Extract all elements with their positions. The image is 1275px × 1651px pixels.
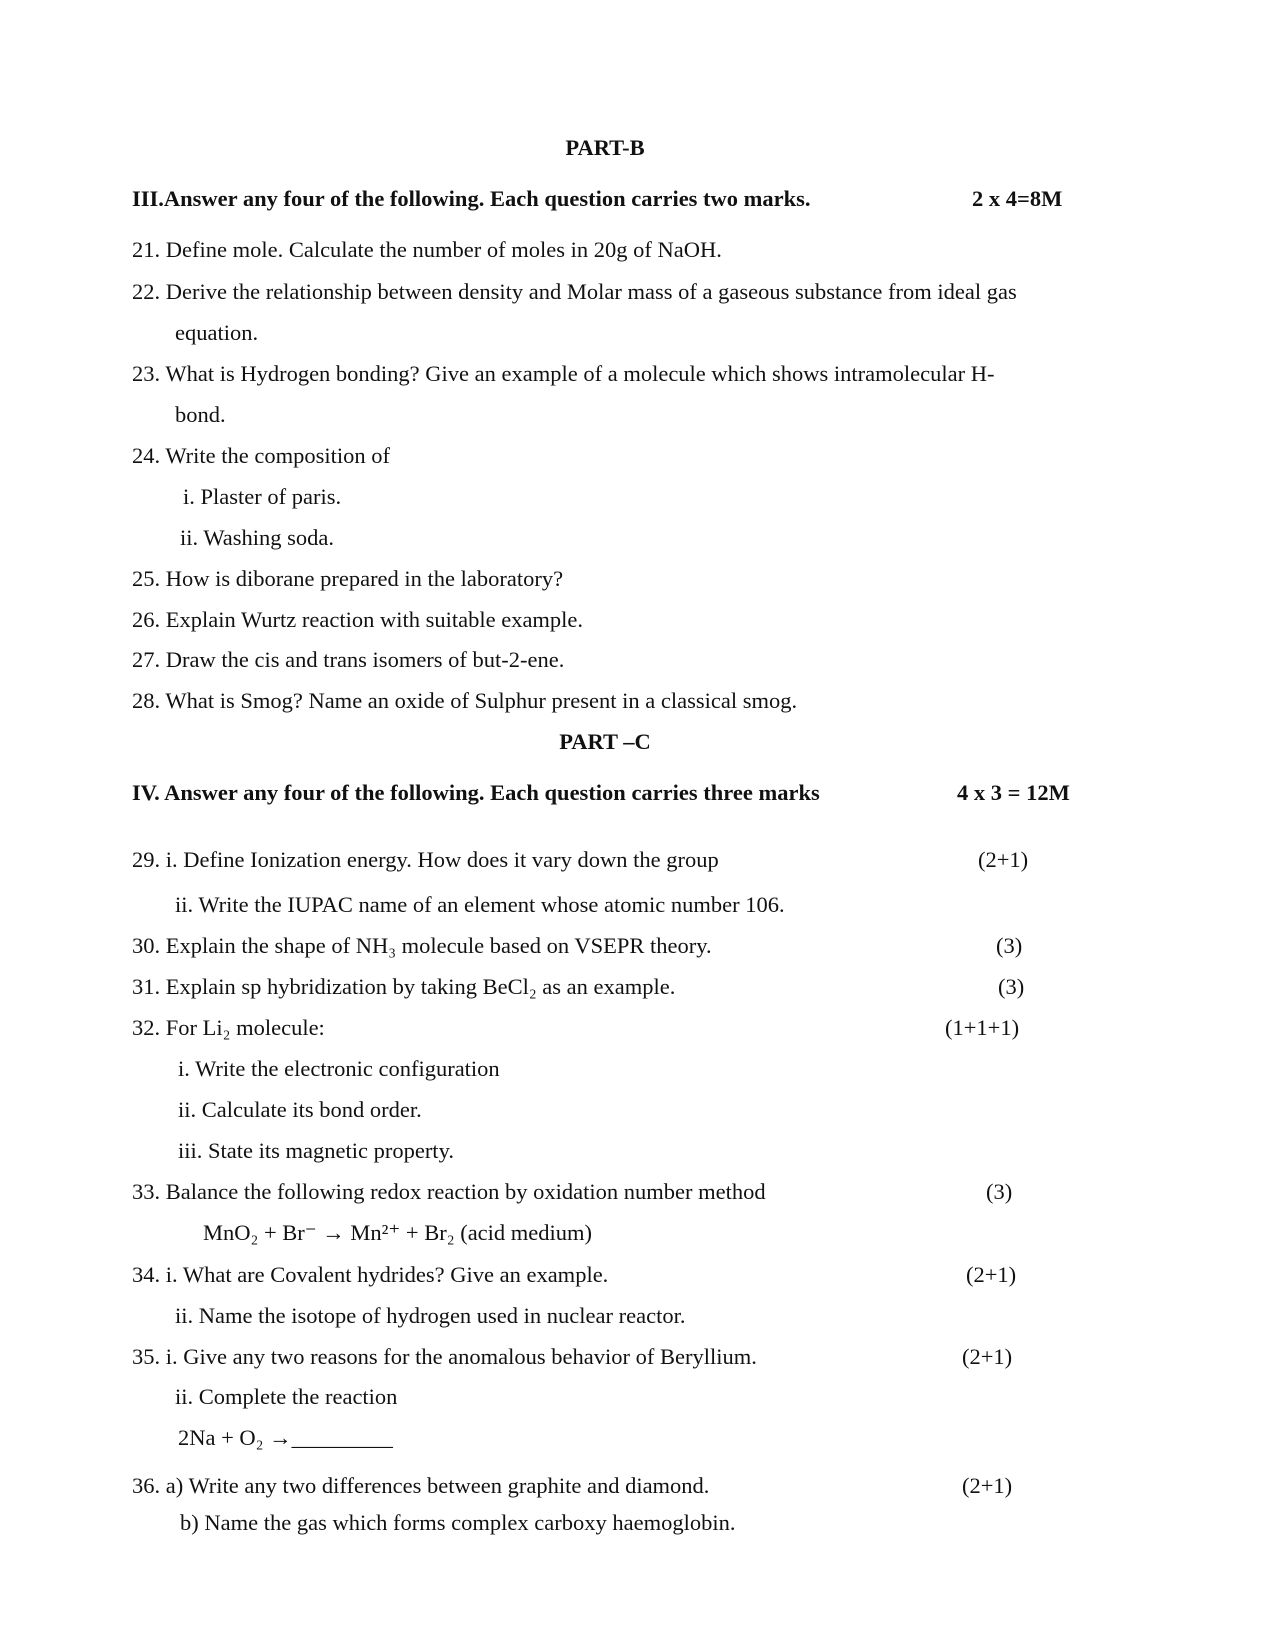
question-23: 23. What is Hydrogen bonding? Give an example of a molecule which shows intramolecular H-	[132, 361, 995, 386]
question-27: 27. Draw the cis and trans isomers of but-2-ene.	[132, 647, 565, 672]
question-29-ii: ii. Write the IUPAC name of an element whose atomic number 106.	[175, 892, 785, 917]
question-22-cont: equation.	[175, 320, 259, 345]
part-c-title: PART –C	[559, 729, 651, 754]
question-36: 36. a) Write any two differences between graphite and diamond.	[132, 1473, 710, 1498]
question-30: 30. Explain the shape of NH₃ molecule based on VSEPR theory.	[132, 933, 712, 958]
question-28: 28. What is Smog? Name an oxide of Sulphur present in a classical smog.	[132, 688, 798, 713]
part-b-title: PART-B	[565, 135, 645, 160]
question-35-marks: (2+1)	[962, 1344, 1013, 1369]
question-31-marks: (3)	[998, 974, 1025, 999]
question-25: 25. How is diborane prepared in the laboratory?	[132, 566, 564, 591]
question-23-cont: bond.	[175, 402, 226, 427]
question-32-ii: ii. Calculate its bond order.	[178, 1097, 422, 1122]
question-22: 22. Derive the relationship between density and Molar mass of a gaseous substance from ideal gas	[132, 279, 1017, 304]
question-32-i: i. Write the electronic configuration	[178, 1056, 500, 1081]
part-c-marks: 4 x 3 = 12M	[957, 780, 1070, 805]
question-34: 34. i. What are Covalent hydrides? Give an example.	[132, 1262, 609, 1287]
question-24-i: i. Plaster of paris.	[183, 484, 342, 509]
part-b-instruction: III.Answer any four of the following. Each question carries two marks.	[132, 186, 811, 211]
part-b-marks: 2 x 4=8M	[972, 186, 1063, 211]
question-21: 21. Define mole. Calculate the number of moles in 20g of NaOH.	[132, 237, 722, 262]
question-24-ii: ii. Washing soda.	[180, 525, 335, 550]
question-32: 32. For Li₂ molecule:	[132, 1015, 325, 1040]
question-35: 35. i. Give any two reasons for the anomalous behavior of Beryllium.	[132, 1344, 757, 1369]
part-c-instruction: IV. Answer any four of the following. Each question carries three marks	[132, 780, 820, 805]
question-31: 31. Explain sp hybridization by taking BeCl₂ as an example.	[132, 974, 676, 999]
question-33-marks: (3)	[986, 1179, 1013, 1204]
question-32-iii: iii. State its magnetic property.	[178, 1138, 454, 1163]
question-33-equation: MnO₂ + Br⁻ → Mn²⁺ + Br₂ (acid medium)	[203, 1220, 593, 1245]
question-29-marks: (2+1)	[978, 847, 1029, 872]
question-33: 33. Balance the following redox reaction by oxidation number method	[132, 1179, 766, 1204]
question-36-b: b) Name the gas which forms complex carboxy haemoglobin.	[180, 1510, 736, 1535]
question-30-marks: (3)	[996, 933, 1023, 958]
question-35-equation: 2Na + O₂ →_________	[178, 1425, 393, 1450]
question-34-marks: (2+1)	[966, 1262, 1017, 1287]
question-35-ii: ii. Complete the reaction	[175, 1384, 398, 1409]
question-32-marks: (1+1+1)	[945, 1015, 1020, 1040]
question-29: 29. i. Define Ionization energy. How does it vary down the group	[132, 847, 719, 872]
question-36-marks: (2+1)	[962, 1473, 1013, 1498]
question-34-ii: ii. Name the isotope of hydrogen used in nuclear reactor.	[175, 1303, 686, 1328]
question-24: 24. Write the composition of	[132, 443, 391, 468]
question-26: 26. Explain Wurtz reaction with suitable example.	[132, 607, 584, 632]
